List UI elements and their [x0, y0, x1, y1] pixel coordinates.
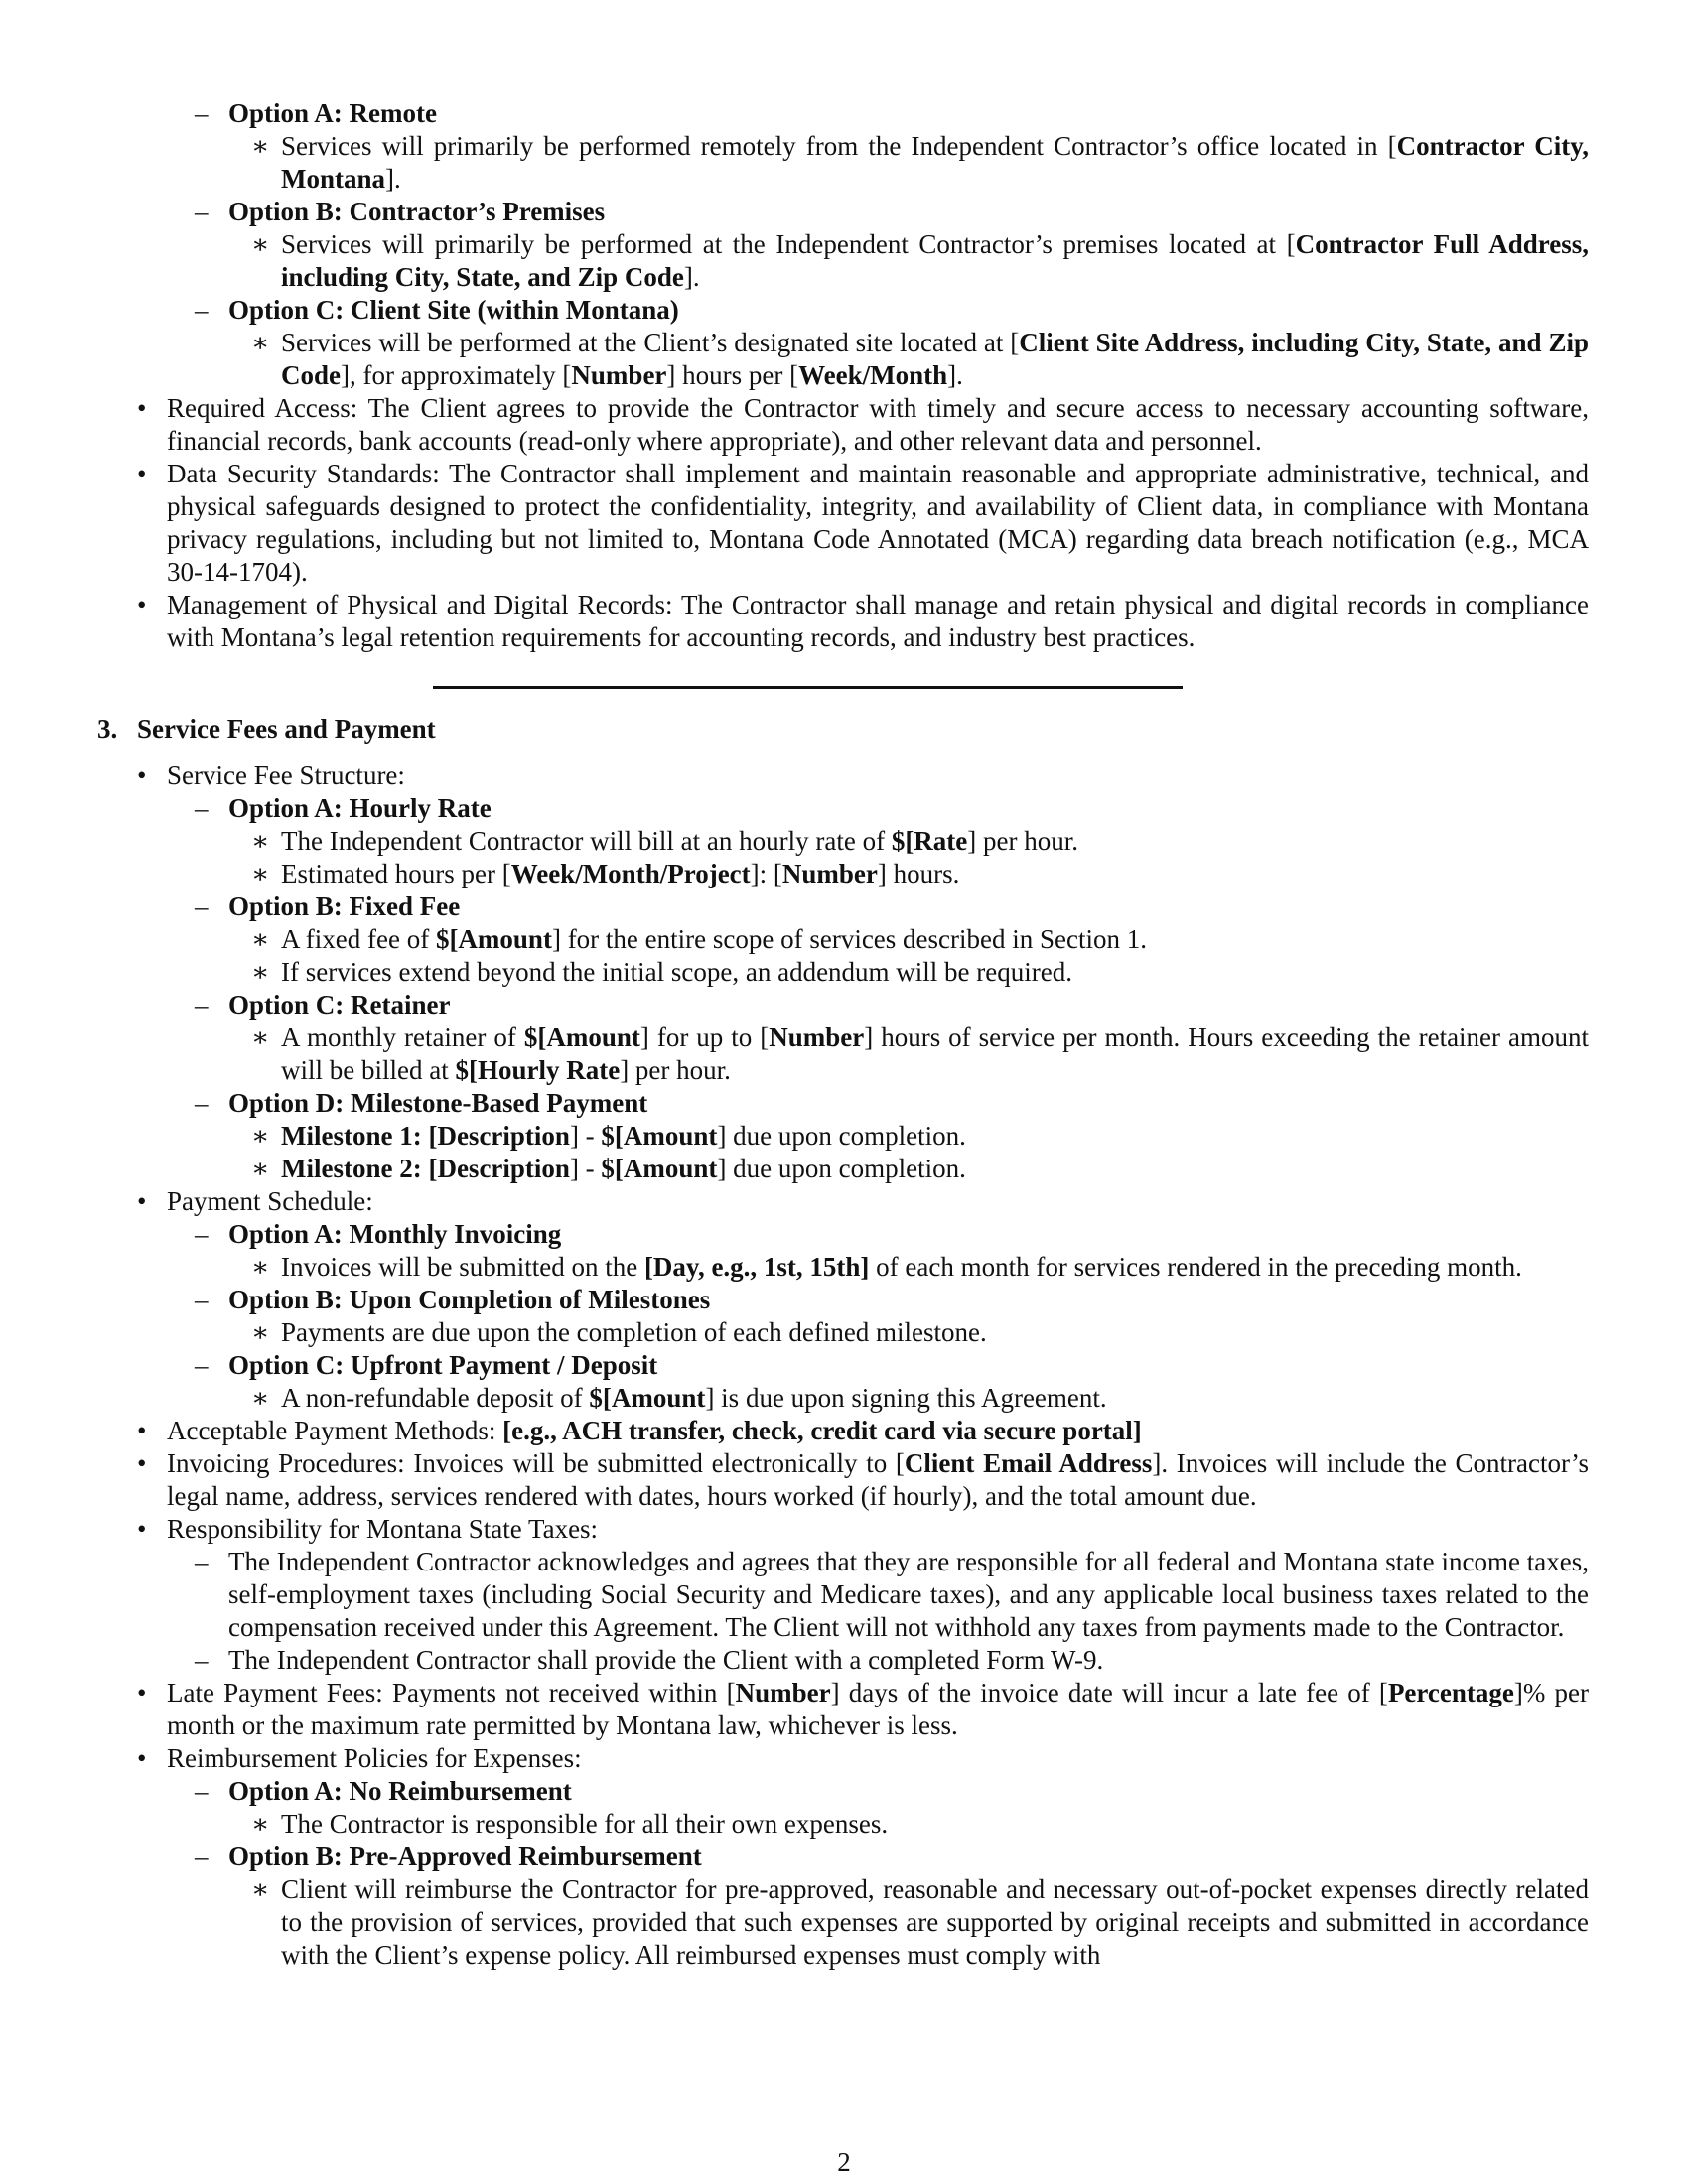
list-item [97, 589, 1589, 654]
option-title: Option C: Upfront Payment / Deposit [228, 1350, 658, 1380]
list-item [97, 1415, 1589, 1447]
placeholder-field: $[Rate [891, 826, 968, 856]
list-item [97, 1447, 1589, 1513]
placeholder-field: Client Email Address [904, 1448, 1153, 1478]
star-marker: ∗ [251, 229, 270, 259]
item-text: ] is due upon signing this Agreement. [705, 1383, 1107, 1413]
item-text: Acceptable Payment Methods: [167, 1416, 503, 1445]
item-text: Client will reimburse the Contractor for pre-approved, reasonable and necessary out-of-pocket expenses directly related to the provision of services, provided that such expenses are supported by original receipts and submitted in accordance with the Client’s expense policy. All reimbursed expenses must comply with [281, 1874, 1589, 1970]
dash-marker: – [195, 1776, 209, 1806]
bullet-marker: • [137, 1743, 147, 1773]
item-text: ] due upon completion. [717, 1121, 966, 1151]
star-marker: ∗ [251, 1252, 270, 1282]
section-divider [433, 686, 1183, 689]
star-marker: ∗ [251, 1383, 270, 1413]
item-text: ]. [385, 164, 401, 194]
dash-marker: – [195, 1285, 209, 1314]
list-item [97, 97, 1589, 130]
list-item [97, 989, 1589, 1022]
dash-marker: – [195, 1842, 209, 1871]
placeholder-field: Contractor Full Address, including City, State, and Zip Code [281, 229, 1589, 292]
option-title: Option B: Upon Completion of Milestones [228, 1285, 711, 1314]
star-marker: ∗ [251, 826, 270, 856]
option-title: Option A: No Reimbursement [228, 1776, 572, 1806]
placeholder-field: Number [781, 859, 878, 888]
item-text: Reimbursement Policies for Expenses: [167, 1743, 582, 1773]
list-item [97, 458, 1589, 589]
list-item [97, 890, 1589, 923]
placeholder-field: Number [571, 360, 667, 390]
bullet-marker: • [137, 760, 147, 790]
star-marker: ∗ [251, 1154, 270, 1183]
item-text: A non-refundable deposit of [281, 1383, 590, 1413]
item-text: ] days of the invoice date will incur a late fee of [ [830, 1678, 1388, 1707]
list-item [97, 1775, 1589, 1808]
star-marker: ∗ [251, 1023, 270, 1052]
placeholder-field: Milestone 2: [Description [281, 1154, 570, 1183]
placeholder-field: $[Amount [589, 1383, 706, 1413]
option-title: Option A: Monthly Invoicing [228, 1219, 562, 1249]
option-title: Option C: Client Site (within Montana) [228, 295, 679, 325]
list-item [97, 294, 1589, 327]
item-text: The Contractor is responsible for all their own expenses. [281, 1809, 889, 1839]
star-marker: ∗ [251, 859, 270, 888]
bullet-marker: • [137, 1448, 147, 1478]
star-marker: ∗ [251, 924, 270, 954]
item-text: Late Payment Fees: Payments not received within [ [167, 1678, 736, 1707]
option-title: Option C: Retainer [228, 990, 451, 1020]
placeholder-field: Number [735, 1678, 831, 1707]
section-number: 3. [97, 714, 118, 744]
list-item [97, 1316, 1589, 1349]
dash-marker: – [195, 197, 209, 226]
item-text: ] for up to [ [639, 1023, 770, 1052]
item-text: ]: [ [750, 859, 782, 888]
placeholder-field: Number [769, 1023, 865, 1052]
list-item [97, 196, 1589, 228]
item-text: If services extend beyond the initial scope, an addendum will be required. [281, 957, 1072, 987]
item-text: Services will primarily be performed remotely from the Independent Contractor’s office located in [ [281, 131, 1397, 161]
placeholder-field: $[Amount [601, 1154, 718, 1183]
item-text: ] for the entire scope of services described in Section 1. [551, 924, 1147, 954]
list-item [97, 956, 1589, 989]
list-item [97, 1808, 1589, 1841]
item-text: ] per hour. [620, 1055, 731, 1085]
item-text: ] - [569, 1121, 602, 1151]
item-text: Payments are due upon the completion of each defined milestone. [281, 1317, 987, 1347]
list-item [97, 1349, 1589, 1382]
item-text: The Independent Contractor will bill at an hourly rate of [281, 826, 892, 856]
star-marker: ∗ [251, 1317, 270, 1347]
list-item [97, 1546, 1589, 1644]
dash-marker: – [195, 1350, 209, 1380]
list-item [97, 1841, 1589, 1873]
dash-marker: – [195, 1219, 209, 1249]
item-text: Invoices will be submitted on the [281, 1252, 644, 1282]
list-item [97, 1742, 1589, 1775]
option-title: Option B: Pre-Approved Reimbursement [228, 1842, 702, 1871]
item-text: ], for approximately [ [341, 360, 572, 390]
option-title: Option A: Hourly Rate [228, 793, 492, 823]
item-text: Services will primarily be performed at the Independent Contractor’s premises located at [ [281, 229, 1296, 259]
placeholder-field: Week/Month/Project [510, 859, 751, 888]
list-item [97, 1644, 1589, 1677]
dash-marker: – [195, 98, 209, 128]
dash-marker: – [195, 891, 209, 921]
star-marker: ∗ [251, 328, 270, 357]
page-number: 2 [837, 2147, 851, 2177]
list-item [97, 792, 1589, 825]
list-item [97, 825, 1589, 858]
star-marker: ∗ [251, 1809, 270, 1839]
list-item [97, 1087, 1589, 1120]
item-text: ] - [569, 1154, 602, 1183]
section-title: Service Fees and Payment [137, 714, 436, 744]
option-title: Option A: Remote [228, 98, 437, 128]
placeholder-field: Contractor City, Montana [281, 131, 1589, 194]
placeholder-field: $[Amount [601, 1121, 718, 1151]
list-item [97, 228, 1589, 294]
placeholder-field: [Day, e.g., 1st, 15th] [643, 1252, 870, 1282]
item-text: ] hours. [877, 859, 960, 888]
placeholder-field: Week/Month [798, 360, 948, 390]
list-item [97, 1382, 1589, 1415]
placeholder-field: $[Amount [435, 924, 552, 954]
item-text: ] hours per [ [666, 360, 799, 390]
star-marker: ∗ [251, 131, 270, 161]
list-item [97, 1153, 1589, 1185]
item-text: ] due upon completion. [717, 1154, 966, 1183]
item-text: ]. [683, 262, 700, 292]
list-item [97, 1022, 1589, 1087]
bullet-marker: • [137, 459, 147, 488]
list-item [97, 858, 1589, 890]
dash-marker: – [195, 1547, 209, 1576]
option-title: Option B: Fixed Fee [228, 891, 461, 921]
placeholder-field: $[Amount [523, 1023, 640, 1052]
dash-marker: – [195, 990, 209, 1020]
list-item [97, 923, 1589, 956]
item-text: Services will be performed at the Client’s designated site located at [ [281, 328, 1020, 357]
star-marker: ∗ [251, 1874, 270, 1904]
placeholder-field: Percentage [1387, 1678, 1514, 1707]
placeholder-field: Milestone 1: [Description [281, 1121, 570, 1151]
dash-marker: – [195, 295, 209, 325]
list-item [97, 327, 1589, 392]
bullet-marker: • [137, 393, 147, 423]
option-title: Option B: Contractor’s Premises [228, 197, 606, 226]
list-item [97, 1251, 1589, 1284]
item-text: The Independent Contractor shall provide the Client with a completed Form W-9. [228, 1645, 1104, 1675]
list-item [97, 1284, 1589, 1316]
records-management-text: Management of Physical and Digital Records: The Contractor shall manage and retain physical and digital records in compliance with Montana’s legal retention requirements for accounting records, and industry best practices. [167, 590, 1589, 652]
item-text: ] per hour. [967, 826, 1078, 856]
list-item [97, 1513, 1589, 1546]
star-marker: ∗ [251, 1121, 270, 1151]
star-marker: ∗ [251, 957, 270, 987]
item-text: ]% per month or the maximum rate permitted by Montana law, whichever is less. [167, 1678, 1590, 1740]
dash-marker: – [195, 1645, 209, 1675]
bullet-marker: • [137, 1186, 147, 1216]
dash-marker: – [195, 793, 209, 823]
item-text: Invoicing Procedures: Invoices will be submitted electronically to [ [167, 1448, 905, 1478]
list-item [97, 759, 1589, 792]
item-text: ] hours of service per month. Hours exceeding the retainer amount will be billed at [281, 1023, 1589, 1085]
placeholder-field: Client Site Address, including City, State, and Zip Code [281, 328, 1589, 390]
page-content [97, 97, 1589, 1972]
item-text: Estimated hours per [ [281, 859, 511, 888]
list-item [97, 1677, 1589, 1742]
list-item [97, 1873, 1589, 1972]
dash-marker: – [195, 1088, 209, 1118]
bullet-marker: • [137, 590, 147, 619]
item-text: ]. Invoices will include the Contractor’s legal name, address, services rendered with dates, hours worked (if hourly), and the total amount due. [167, 1448, 1590, 1511]
list-item [97, 392, 1589, 458]
item-text: of each month for services rendered in the preceding month. [869, 1252, 1522, 1282]
list-item [97, 1185, 1589, 1218]
section-heading [97, 713, 1589, 746]
bullet-marker: • [137, 1514, 147, 1544]
item-text: Payment Schedule: [167, 1186, 373, 1216]
item-text: A fixed fee of [281, 924, 436, 954]
list-item [97, 1218, 1589, 1251]
option-title: Option D: Milestone-Based Payment [228, 1088, 648, 1118]
list-item [97, 1120, 1589, 1153]
location-list [97, 97, 1589, 654]
data-security-text: Data Security Standards: The Contractor shall implement and maintain reasonable and appropriate administrative, technical, and physical safeguards designed to protect the confidentiality, integrity, and availability of Client data, in compliance with Montana privacy regulations, including but not limited to, Montana Code Annotated (MCA) regarding data breach notification (e.g., MCA 30-14-1704). [167, 459, 1589, 587]
item-text: The Independent Contractor acknowledges and agrees that they are responsible for all federal and Montana state income taxes, self-employment taxes (including Social Security and Medicare taxes), and any applicable local business taxes related to the compensation received under this Agreement. The Client will not withhold any taxes from payments made to the Contractor. [228, 1547, 1589, 1642]
item-text: ]. [947, 360, 963, 390]
item-text: Responsibility for Montana State Taxes: [167, 1514, 599, 1544]
fees-list [97, 759, 1589, 1972]
item-text: Service Fee Structure: [167, 760, 405, 790]
placeholder-field: $[Hourly Rate [455, 1055, 621, 1085]
placeholder-field: [e.g., ACH transfer, check, credit card via secure portal] [502, 1416, 1142, 1445]
bullet-marker: • [137, 1416, 147, 1445]
list-item [97, 130, 1589, 196]
item-text: A monthly retainer of [281, 1023, 524, 1052]
required-access-text: Required Access: The Client agrees to provide the Contractor with timely and secure access to necessary accounting software, financial records, bank accounts (read-only where appropriate), and other relevant data and personnel. [167, 393, 1589, 456]
bullet-marker: • [137, 1678, 147, 1707]
